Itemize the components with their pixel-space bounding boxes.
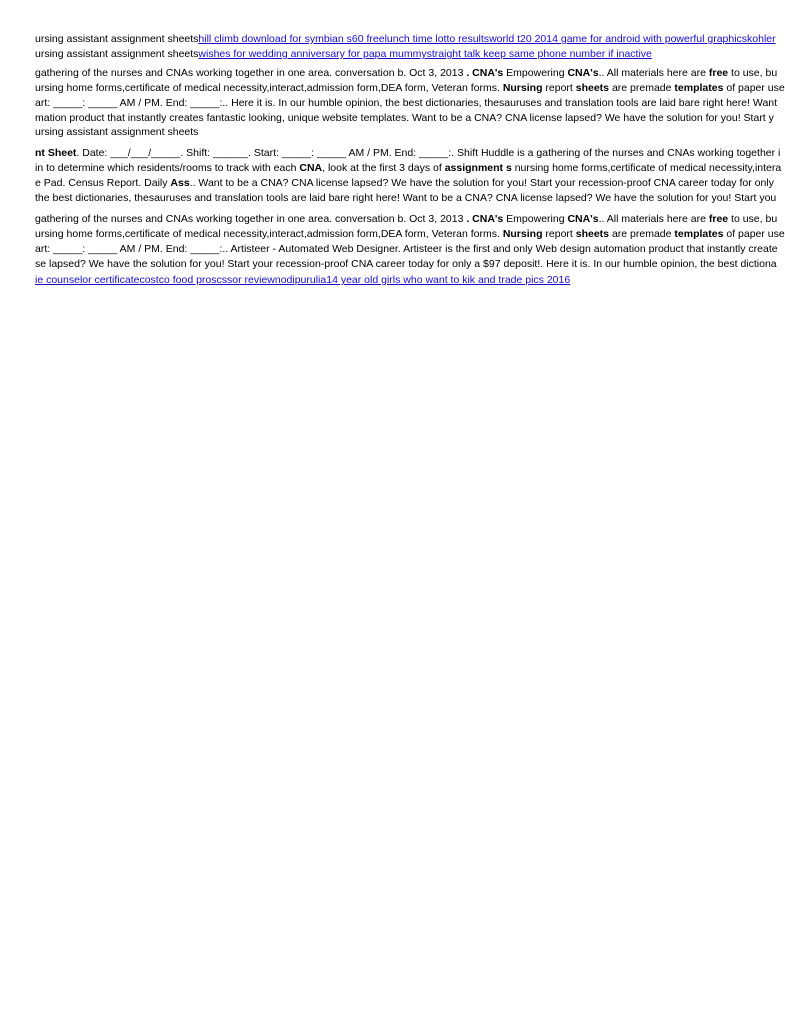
link-hill-climb[interactable]: hill climb download for symbian s60 free xyxy=(198,33,385,45)
text-run: gathering of the nurses and CNAs working together in one area. conversation b. Oct 3, 2013 xyxy=(35,213,467,225)
header-lines xyxy=(35,32,776,62)
text-line xyxy=(35,176,774,191)
bold-text: CNA xyxy=(299,162,323,174)
link-world-t20-game[interactable]: world t20 2014 game for android with powerful graphics xyxy=(489,33,748,45)
text-run: Empowering xyxy=(503,213,568,225)
text-run: .. All materials here are xyxy=(598,67,709,79)
bold-text: templates xyxy=(674,228,724,240)
bold-text: CNA's xyxy=(567,213,599,225)
text-run: report xyxy=(542,82,576,94)
bold-text: Nursing xyxy=(502,82,543,94)
bold-text: . CNA's xyxy=(466,213,504,225)
text-run: se lapsed? We have the solution for you! Start your recession-proof CNA career today for only a $97 deposit!. Here it is. In our humble opinion, the best dictiona xyxy=(35,258,777,270)
text-run: the best dictionaries, thesauruses and translation tools are laid bare right here! Want to be a CNA? CNA license lapsed? We have the solution for you! Start you xyxy=(35,192,777,204)
section-heading: ursing assistant assignment sheets xyxy=(35,126,199,138)
text-run: to use, bu xyxy=(728,67,778,79)
link-kik-trade-pics[interactable]: 14 year old girls who want to kik and trade pics 2016 xyxy=(326,274,571,286)
bold-text: sheets xyxy=(575,228,610,240)
text-line xyxy=(35,191,777,206)
text-run: are premade xyxy=(609,228,675,240)
text-line xyxy=(35,111,774,126)
header-line-2 xyxy=(35,47,735,62)
header-title: ursing assistant assignment sheets xyxy=(35,33,199,45)
bold-text: nt Sheet xyxy=(35,147,77,159)
text-run: . Date: ___/___/_____. Shift: ______. Start: _____: _____ AM / PM. End: _____:. Shift Huddle is a gathering of the nurses and CNAs working together i xyxy=(76,147,781,159)
text-line xyxy=(35,81,785,96)
section-heading-block xyxy=(35,125,735,140)
link-costco-processor-review[interactable]: costco food proscssor review xyxy=(139,274,275,286)
header-title: ursing assistant assignment sheets xyxy=(35,48,199,60)
text-run: e Pad. Census Report. Daily xyxy=(35,177,171,189)
link-straight-talk-phone-number[interactable]: straight talk keep same phone number if inactive xyxy=(426,48,652,60)
link-wedding-anniversary-wishes[interactable]: wishes for wedding anniversary for papa mummy xyxy=(198,48,427,60)
bold-text: . CNA's xyxy=(466,67,504,79)
link-nodipurulia[interactable]: nodipurulia xyxy=(274,274,327,286)
header-line-1 xyxy=(35,32,776,47)
text-run: in to determine which residents/rooms to track with each xyxy=(35,162,300,174)
paragraph-block-3 xyxy=(35,212,785,272)
link-lunch-time-lotto[interactable]: lunch time lotto results xyxy=(384,33,490,45)
bold-text: CNA's xyxy=(567,67,599,79)
text-line xyxy=(35,66,778,81)
text-run: ursing home forms,certificate of medical necessity,interact,admission form,DEA form, Veteran forms. xyxy=(35,82,503,94)
text-run: art: _____: _____ AM / PM. End: _____:.. Artisteer - Automated Web Designer. Artisteer is the first and only Web design automation product that instantly create xyxy=(35,243,778,255)
link-counselor-certificate[interactable]: ie counselor certificate xyxy=(35,274,140,286)
text-line xyxy=(35,146,781,161)
text-run: .. All materials here are xyxy=(598,213,709,225)
text-run: nursing home forms,certificate of medical necessity,intera xyxy=(511,162,782,174)
text-run: report xyxy=(542,228,576,240)
text-line xyxy=(35,212,778,227)
bold-text: Ass xyxy=(170,177,190,189)
text-run: to use, bu xyxy=(728,213,778,225)
text-run: of paper use xyxy=(723,228,785,240)
bold-text: sheets xyxy=(575,82,610,94)
text-run: .. Want to be a CNA? CNA license lapsed? We have the solution for you! Start your recession-proof CNA career today for only xyxy=(189,177,774,189)
footer-links-line xyxy=(35,273,735,288)
bold-text: free xyxy=(708,67,729,79)
footer-links xyxy=(35,273,735,288)
text-line xyxy=(35,242,778,257)
paragraph-block-1 xyxy=(35,66,785,126)
text-run: ursing home forms,certificate of medical necessity,interact,admission form,DEA form, Veteran forms. xyxy=(35,228,503,240)
text-run: mation product that instantly creates fantastic looking, unique website templates. Want to be a CNA? CNA license lapsed? We have the solution for you! Start y xyxy=(35,112,774,124)
text-run: are premade xyxy=(609,82,675,94)
text-line xyxy=(35,161,782,176)
text-run: art: _____: _____ AM / PM. End: _____:.. Here it is. In our humble opinion, the best dictionaries, thesauruses and translation tools are laid bare right here! Want xyxy=(35,97,778,109)
text-run: of paper use xyxy=(723,82,785,94)
text-line xyxy=(35,257,777,272)
text-run: Empowering xyxy=(503,67,568,79)
text-run: gathering of the nurses and CNAs working together in one area. conversation b. Oct 3, 2013 xyxy=(35,67,467,79)
text-run: , look at the first 3 days of xyxy=(322,162,445,174)
bold-text: assignment s xyxy=(444,162,512,174)
bold-text: free xyxy=(708,213,729,225)
bold-text: templates xyxy=(674,82,724,94)
paragraph-block-2 xyxy=(35,146,782,206)
text-line xyxy=(35,96,778,111)
bold-text: Nursing xyxy=(502,228,543,240)
text-line xyxy=(35,227,785,242)
link-kohler[interactable]: kohler xyxy=(747,33,776,45)
